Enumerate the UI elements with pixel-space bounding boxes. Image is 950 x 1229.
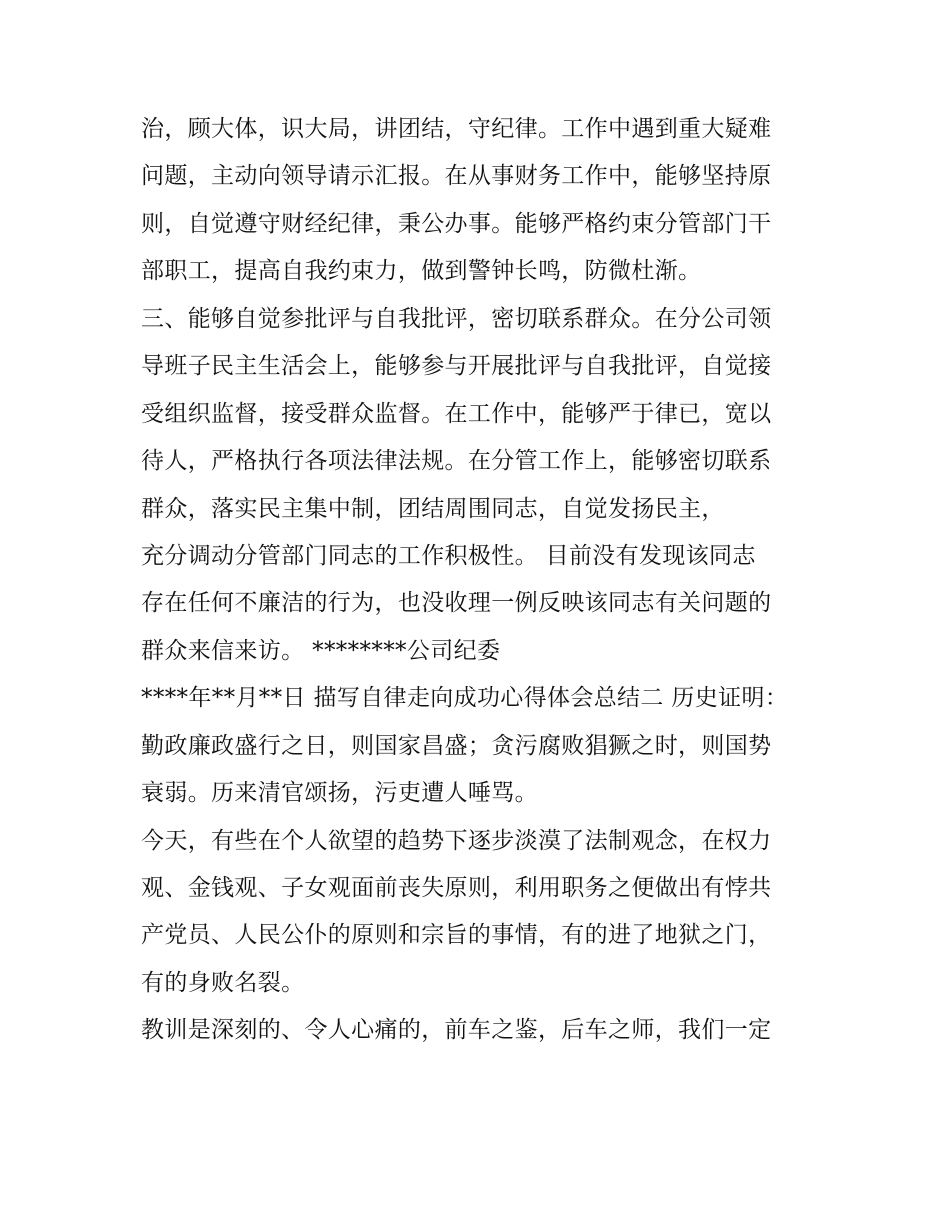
text-line: 存在任何不廉洁的行为，也没收理一例反映该同志有关问题的	[141, 590, 772, 617]
body-text	[141, 106, 821, 1055]
text-line: 问题，主动向领导请示汇报。在从事财务工作中，能够坚持原	[141, 163, 772, 190]
text-line: 三、能够自觉参批评与自我批评，密切联系群众。在分公司领	[141, 305, 772, 332]
text-line: 教训是深刻的、令人心痛的，前车之鉴，后车之师，我们一定	[141, 1017, 772, 1044]
text-line: 则，自觉遵守财经纪律，秉公办事。能够严格约束分管部门干	[141, 210, 772, 237]
text-line: 今天，有些在个人欲望的趋势下逐步淡漠了法制观念，在权力	[141, 827, 772, 854]
text-line: 待人，严格执行各项法律法规。在分管工作上，能够密切联系	[141, 448, 772, 475]
text-line: 受组织监督，接受群众监督。在工作中，能够严于律已，宽以	[141, 400, 772, 427]
text-line: 观、金钱观、子女观面前丧失原则，利用职务之便做出有悖共	[141, 875, 772, 901]
text-line: 治，顾大体，识大局，讲团结，守纪律。工作中遇到重大疑难	[141, 116, 772, 142]
text-line: 群众，落实民主集中制，团结周围同志，自觉发扬民主，	[141, 495, 725, 522]
text-line: 群众来信来访。 ********公司纪委	[141, 637, 501, 664]
text-line: 充分调动分管部门同志的工作积极性。 目前没有发现该同志	[141, 542, 756, 569]
text-line: 衰弱。历来清官颂扬，污吏遭人唾骂。	[141, 780, 538, 807]
text-line: 勤政廉政盛行之日，则国家昌盛；贪污腐败猖獗之时，则国势	[141, 732, 772, 759]
text-line: 有的身败名裂。	[141, 969, 305, 996]
text-line: 产党员、人民公仆的原则和宗旨的事情，有的进了地狱之门，	[141, 922, 772, 949]
text-line: 部职工，提高自我约束力，做到警钟长鸣，防微杜渐。	[141, 258, 702, 285]
text-line: 导班子民主生活会上，能够参与开展批评与自我批评，自觉接	[141, 353, 772, 380]
text-line: ****年**月**日 描写自律走向成功心得体会总结二 历史证明：	[141, 685, 789, 712]
